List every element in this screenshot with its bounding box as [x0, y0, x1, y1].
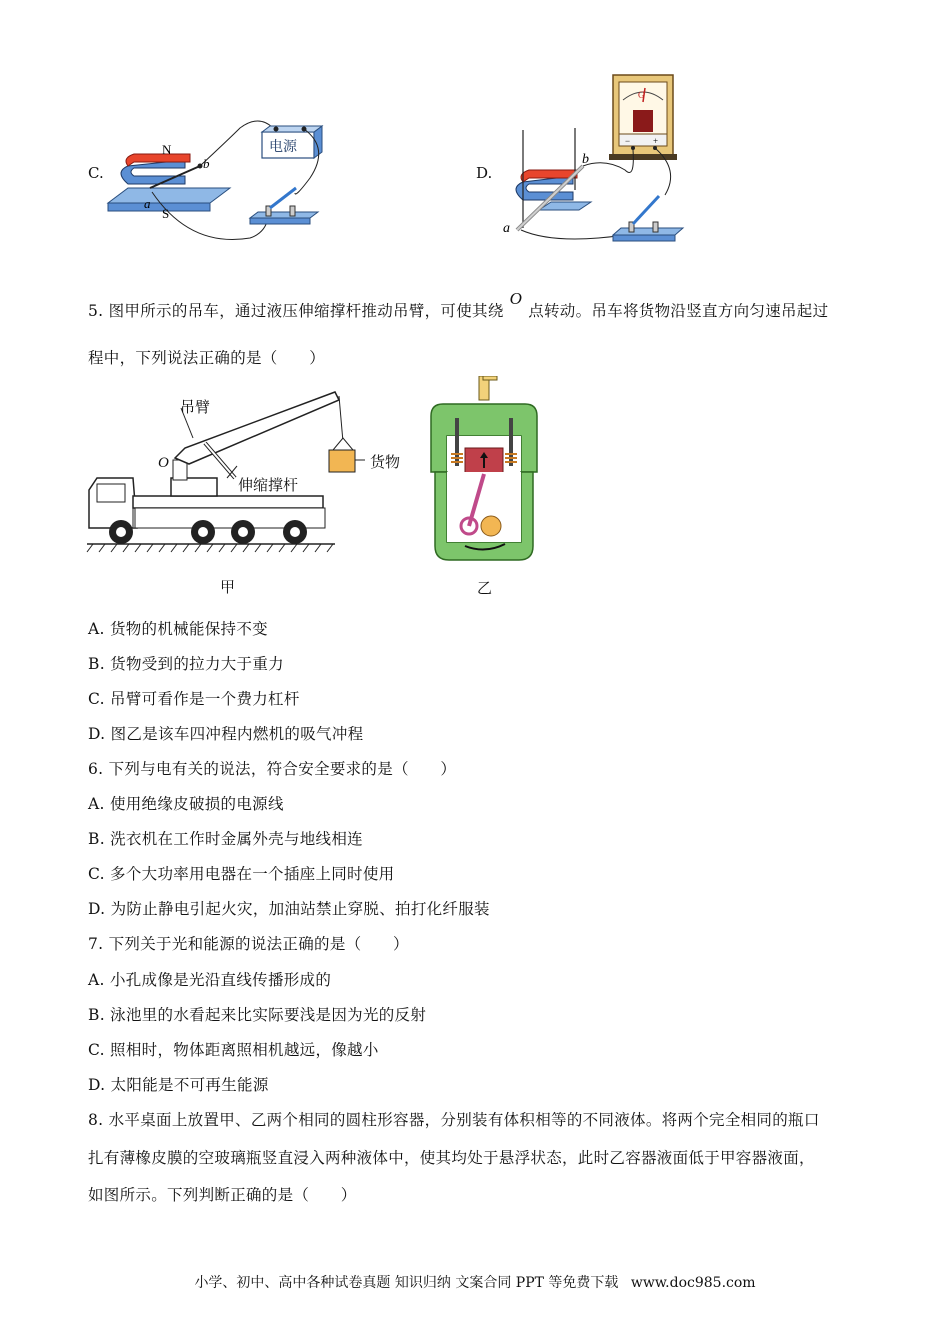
q5-point-o: O [509, 289, 523, 308]
label-pivot-o: O [158, 455, 169, 471]
q7-option-c: C. 照相时，物体距离照相机越远，像越小 [88, 1041, 379, 1059]
figure-c-circuit [100, 118, 340, 248]
q5-option-a: A. 货物的机械能保持不变 [88, 620, 268, 638]
q5-stem-line1 [88, 289, 829, 321]
label-cargo: 货物 [370, 453, 401, 471]
q6-option-d: D. 为防止静电引起火灾，加油站禁止穿脱、拍打化纤服装 [88, 900, 490, 918]
q7-option-b: B. 泳池里的水看起来比实际要浅是因为光的反射 [88, 1006, 427, 1024]
q8-stem-line1: 8. 水平桌面上放置甲、乙两个相同的圆柱形容器，分别装有体积相等的不同液体。将两个完全相同的瓶口 [88, 1111, 820, 1129]
meter-plus-label: + [653, 136, 659, 146]
engine-stroke-figure [425, 376, 543, 566]
rod-a-label: a [144, 196, 151, 211]
magnet-n-label: N [162, 142, 172, 157]
q5-option-b: B. 货物受到的拉力大于重力 [88, 655, 284, 673]
meter-minus-label: − [625, 136, 631, 146]
caption-jia: 甲 [220, 578, 236, 596]
option-d-letter: D. [476, 164, 493, 182]
q5-stem-line2: 程中，下列说法正确的是（ ） [88, 349, 326, 367]
rod-b-label: b [203, 156, 210, 171]
q5-option-c: C. 吊臂可看作是一个费力杠杆 [88, 690, 300, 708]
caption-yi: 乙 [477, 579, 493, 597]
q5-stem-post: 点转动。吊车将货物沿竖直方向匀速吊起过 [528, 302, 829, 320]
q7-option-d: D. 太阳能是不可再生能源 [88, 1076, 269, 1094]
q7-stem: 7. 下列关于光和能源的说法正确的是（ ） [88, 935, 409, 953]
rod-b-label-d: b [582, 152, 589, 167]
power-source-label: 电源 [269, 140, 297, 155]
footer-text: 小学、初中、高中各种试卷真题 知识归纳 文案合同 PPT 等免费下载 [194, 1275, 619, 1291]
label-strut: 伸缩撑杆 [238, 476, 299, 494]
page-footer [0, 1272, 950, 1292]
crane-truck-figure [85, 378, 415, 560]
q5-option-d: D. 图乙是该车四冲程内燃机的吸气冲程 [88, 725, 364, 743]
q6-stem: 6. 下列与电有关的说法，符合安全要求的是（ ） [88, 760, 457, 778]
q6-option-b: B. 洗衣机在工作时金属外壳与地线相连 [88, 830, 363, 848]
q5-stem-pre: 5. 图甲所示的吊车，通过液压伸缩撑杆推动吊臂，可使其绕 [88, 302, 504, 320]
q8-stem-line2: 扎有薄橡皮膜的空玻璃瓶竖直浸入两种液体中，使其均处于悬浮状态，此时乙容器液面低于甲容器液面， [88, 1149, 815, 1167]
q6-option-c: C. 多个大功率用电器在一个插座上同时使用 [88, 865, 395, 883]
galvanometer-label: G [638, 90, 645, 100]
magnet-s-label: S [162, 206, 170, 221]
label-boom: 吊臂 [180, 398, 211, 416]
q7-option-a: A. 小孔成像是光沿直线传播形成的 [88, 971, 332, 989]
rod-a-label-d: a [503, 221, 510, 236]
q6-option-a: A. 使用绝缘皮破损的电源线 [88, 795, 284, 813]
footer-url[interactable]: www.doc985.com [630, 1275, 756, 1291]
q8-stem-line3: 如图所示。下列判断正确的是（ ） [88, 1186, 357, 1204]
figure-d-circuit [495, 70, 690, 245]
option-c-letter: C. [88, 164, 104, 182]
